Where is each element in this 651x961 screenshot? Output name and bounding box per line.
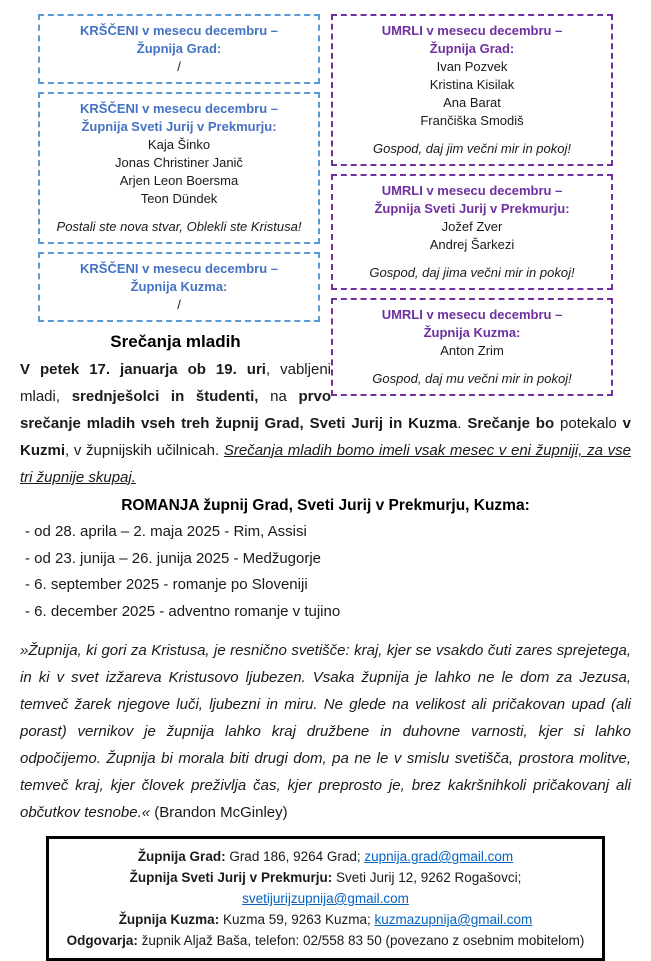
box-title-line: Župnija Grad: <box>136 41 222 56</box>
email-link-sveti-jurij[interactable]: svetijurijzupnija@gmail.com <box>242 891 409 906</box>
baptized-name: Teon Dündek <box>140 191 218 206</box>
pilgrimage-item: - od 23. junija – 26. junija 2025 - Medžugorje <box>25 549 322 567</box>
umrli-column <box>331 14 613 404</box>
top-section <box>20 14 631 491</box>
krsceni-box-kuzma <box>38 252 320 322</box>
baptized-name: Arjen Leon Boersma <box>119 173 239 188</box>
baptized-name: Kaja Šinko <box>147 137 211 152</box>
box-title-line: UMRLI v mesecu decembru – <box>381 307 563 322</box>
text-segment: prvo srečanje mladih vseh treh župnij Grad, Sveti Jurij in Kuzma <box>20 388 458 432</box>
text-segment: , v župnijskih učilnicah. <box>65 442 224 459</box>
pilgrimage-item: - 6. december 2025 - adventno romanje v tujino <box>25 602 341 620</box>
umrli-box-grad-title <box>341 22 603 58</box>
email-link-grad[interactable]: zupnija.grad@gmail.com <box>364 849 514 864</box>
parish-address: Sveti Jurij 12, 9262 Rogašovci; <box>332 870 522 885</box>
prayer-note: Gospod, daj jima večni mir in pokoj! <box>369 265 575 280</box>
krsceni-box-sveti-jurij-title <box>48 100 310 136</box>
text-segment: . <box>457 415 468 432</box>
contact-line-grad <box>57 846 594 867</box>
text-segment: , vabljeni mladi, <box>20 361 331 405</box>
deceased-name: Anton Zrim <box>440 343 504 358</box>
contact-line-odgovarja <box>57 930 594 951</box>
box-title-line: KRŠČENI v mesecu decembru – <box>80 23 278 38</box>
responsible-text: župnik Aljaž Baša, telefon: 02/558 83 50 (povezano z osebnim mobitelom) <box>137 933 585 948</box>
baptized-name: / <box>177 59 181 74</box>
contact-line-sveti-jurij <box>57 867 594 909</box>
box-title-line: Župnija Kuzma: <box>423 325 521 340</box>
pilgrimage-item: - od 28. aprila – 2. maja 2025 - Rim, Assisi <box>25 523 307 540</box>
umrli-box-sveti-jurij-title <box>341 182 603 218</box>
box-title-line: Župnija Sveti Jurij v Prekmurju: <box>374 201 570 216</box>
umrli-box-grad <box>331 14 613 166</box>
deceased-name: Jožef Zver <box>441 219 503 234</box>
text-segment: potekalo <box>554 415 623 432</box>
umrli-box-kuzma-title <box>341 306 603 342</box>
box-title-line: UMRLI v mesecu decembru – <box>381 23 563 38</box>
text-segment: srednješolci in študenti, <box>71 388 259 405</box>
quote-paragraph <box>20 637 631 826</box>
text-segment: V petek 17. januarja ob 19. uri <box>20 361 266 378</box>
email-link-kuzma[interactable]: kuzmazupnija@gmail.com <box>374 912 533 927</box>
text-segment: na <box>258 388 299 405</box>
parish-label: Župnija Sveti Jurij v Prekmurju: <box>129 870 333 885</box>
deceased-name: Ivan Pozvek <box>436 59 508 74</box>
prayer-note: Gospod, daj jim večni mir in pokoj! <box>373 141 571 156</box>
box-title-line: UMRLI v mesecu decembru – <box>381 183 563 198</box>
text-segment: v Kuzmi <box>20 415 631 459</box>
baptized-name: Jonas Christiner Janič <box>115 155 243 170</box>
text-segment-underlined: Srečanja mladih bomo imeli vsak mesec v eni župniji, za vse tri župnije skupaj. <box>20 442 631 486</box>
deceased-name: Kristina Kisilak <box>429 77 515 92</box>
contact-box <box>46 836 605 961</box>
quote-attribution: (Brandon McGinley) <box>150 804 288 821</box>
parish-address: Grad 186, 9264 Grad; <box>225 849 365 864</box>
krsceni-box-grad <box>38 14 320 84</box>
umrli-box-sveti-jurij <box>331 174 613 290</box>
srecanja-mladih-title: Srečanja mladih <box>110 332 241 351</box>
pilgrimage-item: - 6. september 2025 - romanje po Sloveniji <box>25 576 308 593</box>
krsceni-column <box>38 14 320 322</box>
box-title-line: Župnija Sveti Jurij v Prekmurju: <box>81 119 277 134</box>
krsceni-box-kuzma-title <box>48 260 310 296</box>
box-title-line: KRŠČENI v mesecu decembru – <box>80 261 278 276</box>
romanja-section <box>20 497 631 625</box>
prayer-note: Gospod, daj mu večni mir in pokoj! <box>372 371 572 386</box>
text-segment: Srečanje bo <box>467 415 555 432</box>
box-title-line: Župnija Grad: <box>429 41 515 56</box>
baptized-name: / <box>177 297 181 312</box>
umrli-box-kuzma <box>331 298 613 396</box>
parish-label: Župnija Kuzma: <box>118 912 220 927</box>
romanja-title: ROMANJA župnij Grad, Sveti Jurij v Prekmurju, Kuzma: <box>121 497 530 514</box>
baptism-note: Postali ste nova stvar, Oblekli ste Kristusa! <box>56 219 302 234</box>
krsceni-box-grad-title <box>48 22 310 58</box>
contact-line-kuzma <box>57 909 594 930</box>
parish-label: Župnija Grad: <box>137 849 226 864</box>
krsceni-box-sveti-jurij <box>38 92 320 244</box>
quote-text: »Župnija, ki gori za Kristusa, je resnično svetišče: kraj, kjer se vsakdo čuti zares sprejetega, in ki v svet izžareva Kristusovo ljubezen. Vsaka župnija je lahko ne le dom za Jezusa, temveč žarek njegove luči, ljubezni in miru. Ne glede na velikost ali pričakovan upad (ali porast) vernikov je župnija lahko kraj družbene in duhovne varnosti, kjer si lahko odpočijemo. Župnija bi morala biti drugi dom, pa ne le v smislu svetišča, prostora molitve, temveč kraj, kjer človek preživlja čas, kjer preprosto je, brez kakršnihkoli pričakovanj ali občutkov tesnobe.« <box>20 642 631 821</box>
deceased-name: Andrej Šarkezi <box>429 237 515 252</box>
deceased-name: Frančiška Smodiš <box>420 113 524 128</box>
box-title-line: Župnija Kuzma: <box>130 279 228 294</box>
responsible-label: Odgovarja: <box>66 933 138 948</box>
parish-address: Kuzma 59, 9263 Kuzma; <box>219 912 375 927</box>
box-title-line: KRŠČENI v mesecu decembru – <box>80 101 278 116</box>
deceased-name: Ana Barat <box>443 95 501 110</box>
